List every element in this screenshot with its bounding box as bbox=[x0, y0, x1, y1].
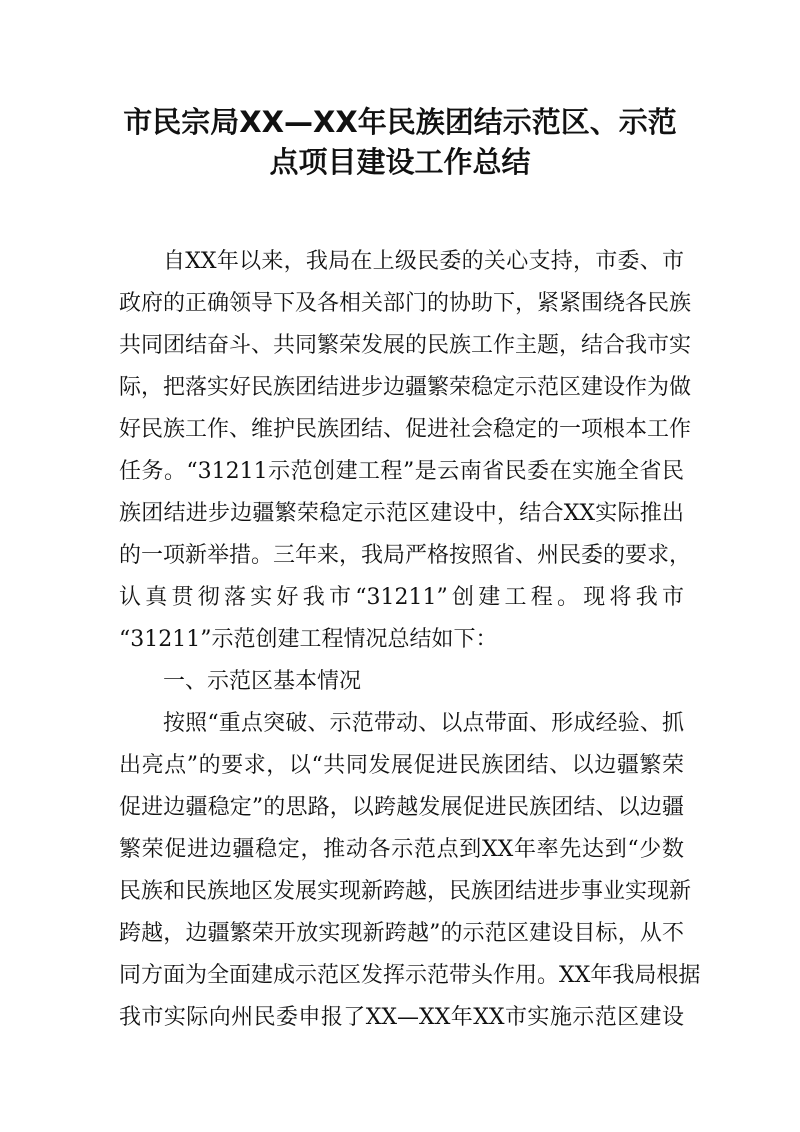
paragraph-line: “31211”示范创建工程情况总结如下： bbox=[119, 627, 498, 652]
paragraph-line: 政府的正确领导下及各相关部门的协助下，紧紧围绕各民族 bbox=[119, 291, 692, 316]
paragraph-line: 繁荣促进边疆稳定，推动各示范点到XX年率先达到“少数 bbox=[119, 837, 684, 862]
paragraph-line: 际，把落实好民族团结进步边疆繁荣稳定示范区建设作为做 bbox=[119, 375, 692, 400]
paragraph-line: 认真贯彻落实好我市“31211”创建工程。现将我市 bbox=[119, 585, 684, 610]
paragraph-line: 按照“重点突破、示范带动、以点带面、形成经验、抓 bbox=[163, 711, 684, 736]
paragraph-line: 出亮点”的要求，以“共同发展促进民族团结、以边疆繁荣 bbox=[119, 753, 684, 778]
paragraph-line: 好民族工作、维护民族团结、促进社会稳定的一项根本工作 bbox=[119, 417, 692, 442]
paragraph-line: 我市实际向州民委申报了XX—XX年XX市实施示范区建设 bbox=[119, 1005, 684, 1030]
document-title-line-1: 市民宗局XX—XX年民族团结示范区、示范 bbox=[123, 105, 677, 139]
paragraph-line: 民族和民族地区发展实现新跨越，民族团结进步事业实现新 bbox=[119, 879, 692, 904]
paragraph-line: 任务。“31211示范创建工程”是云南省民委在实施全省民 bbox=[119, 459, 684, 484]
section-heading: 一、示范区基本情况 bbox=[163, 669, 362, 694]
paragraph-line: 促进边疆稳定”的思路，以跨越发展促进民族团结、以边疆 bbox=[119, 795, 684, 820]
paragraph-line: 的一项新举措。三年来，我局严格按照省、州民委的要求， bbox=[119, 543, 692, 568]
paragraph-line: 族团结进步边疆繁荣稳定示范区建设中，结合XX实际推出 bbox=[119, 501, 684, 526]
document-title-line-2: 点项目建设工作总结 bbox=[269, 145, 531, 179]
paragraph-line: 跨越，边疆繁荣开放实现新跨越”的示范区建设目标，从不 bbox=[119, 921, 684, 946]
paragraph-line: 自XX年以来，我局在上级民委的关心支持，市委、市 bbox=[163, 249, 684, 274]
paragraph-line: 同方面为全面建成示范区发挥示范带头作用。XX年我局根据 bbox=[119, 963, 701, 988]
paragraph-line: 共同团结奋斗、共同繁荣发展的民族工作主题，结合我市实 bbox=[119, 333, 692, 358]
